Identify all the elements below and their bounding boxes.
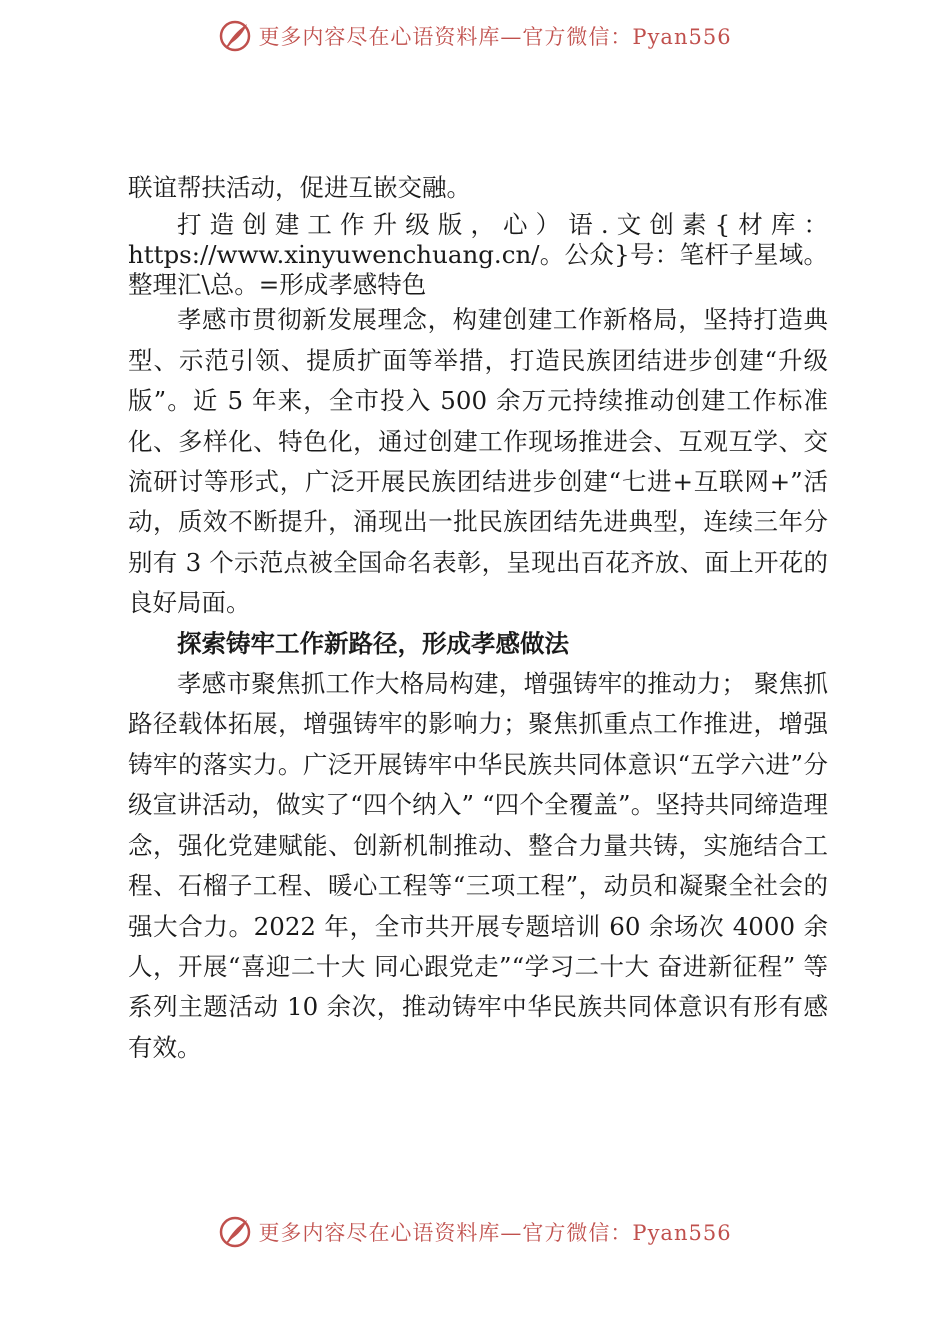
footer-banner [0,1212,950,1252]
feather-pen-logo-icon [218,1215,252,1249]
feather-pen-logo-icon [218,19,252,53]
header-banner-text: 更多内容尽在心语资料库—官方微信：Pyan556 [258,25,732,49]
footer-banner-text: 更多内容尽在心语资料库—官方微信：Pyan556 [258,1221,732,1245]
continuation-paragraph: 联谊帮扶活动，促进互嵌交融。 [128,173,471,202]
section2-paragraph: 孝感市聚焦抓工作大格局构建，增强铸牢的推动力； 聚焦抓路径载体拓展，增强铸牢的影响力；聚焦抓重点工作推进，增强铸牢的落实力。广泛开展铸牢中华民族共同体意识“五学六进”分级宣讲活动，做实了“四个纳入” “四个全覆盖”。坚持共同缔造理念，强化党建赋能、创新机制推动、整合力量共铸，实施结合工程、石榴子工程、暖心工程等“三项工程”，动员和凝聚全社会的强大合力。2022 年，全市共开展专题培训 60 余场次 4000 余人，开展“喜迎二十大 同心跟党走”“学习二十大 奋进新征程” 等系列主题活动 10 余次，推动铸牢中华民族共同体意识有形有感有效。 [128,669,828,1062]
section2-heading: 探索铸牢工作新路径，形成孝感做法 [177,628,569,658]
document-body [128,168,828,1068]
section1-heading: 打造创建工作升级版，心）语.文创素{材库：https://www.xinyuwenchuang.cn/。公众}号：笔杆子星域。整理汇\总。=形成孝感特色 [128,210,828,300]
header-banner [0,16,950,56]
section1-paragraph: 孝感市贯彻新发展理念，构建创建工作新格局，坚持打造典型、示范引领、提质扩面等举措，打造民族团结进步创建“升级版”。近 5 年来，全市投入 500 余万元持续推动创建工作标准化、多样化、特色化，通过创建工作现场推进会、互观互学、交流研讨等形式，广泛开展民族团结进步创建“七进+互联网+”活动，质效不断提升，涌现出一批民族团结先进典型，连续三年分别有 3 个示范点被全国命名表彰，呈现出百花齐放、面上开花的良好局面。 [128,305,828,618]
